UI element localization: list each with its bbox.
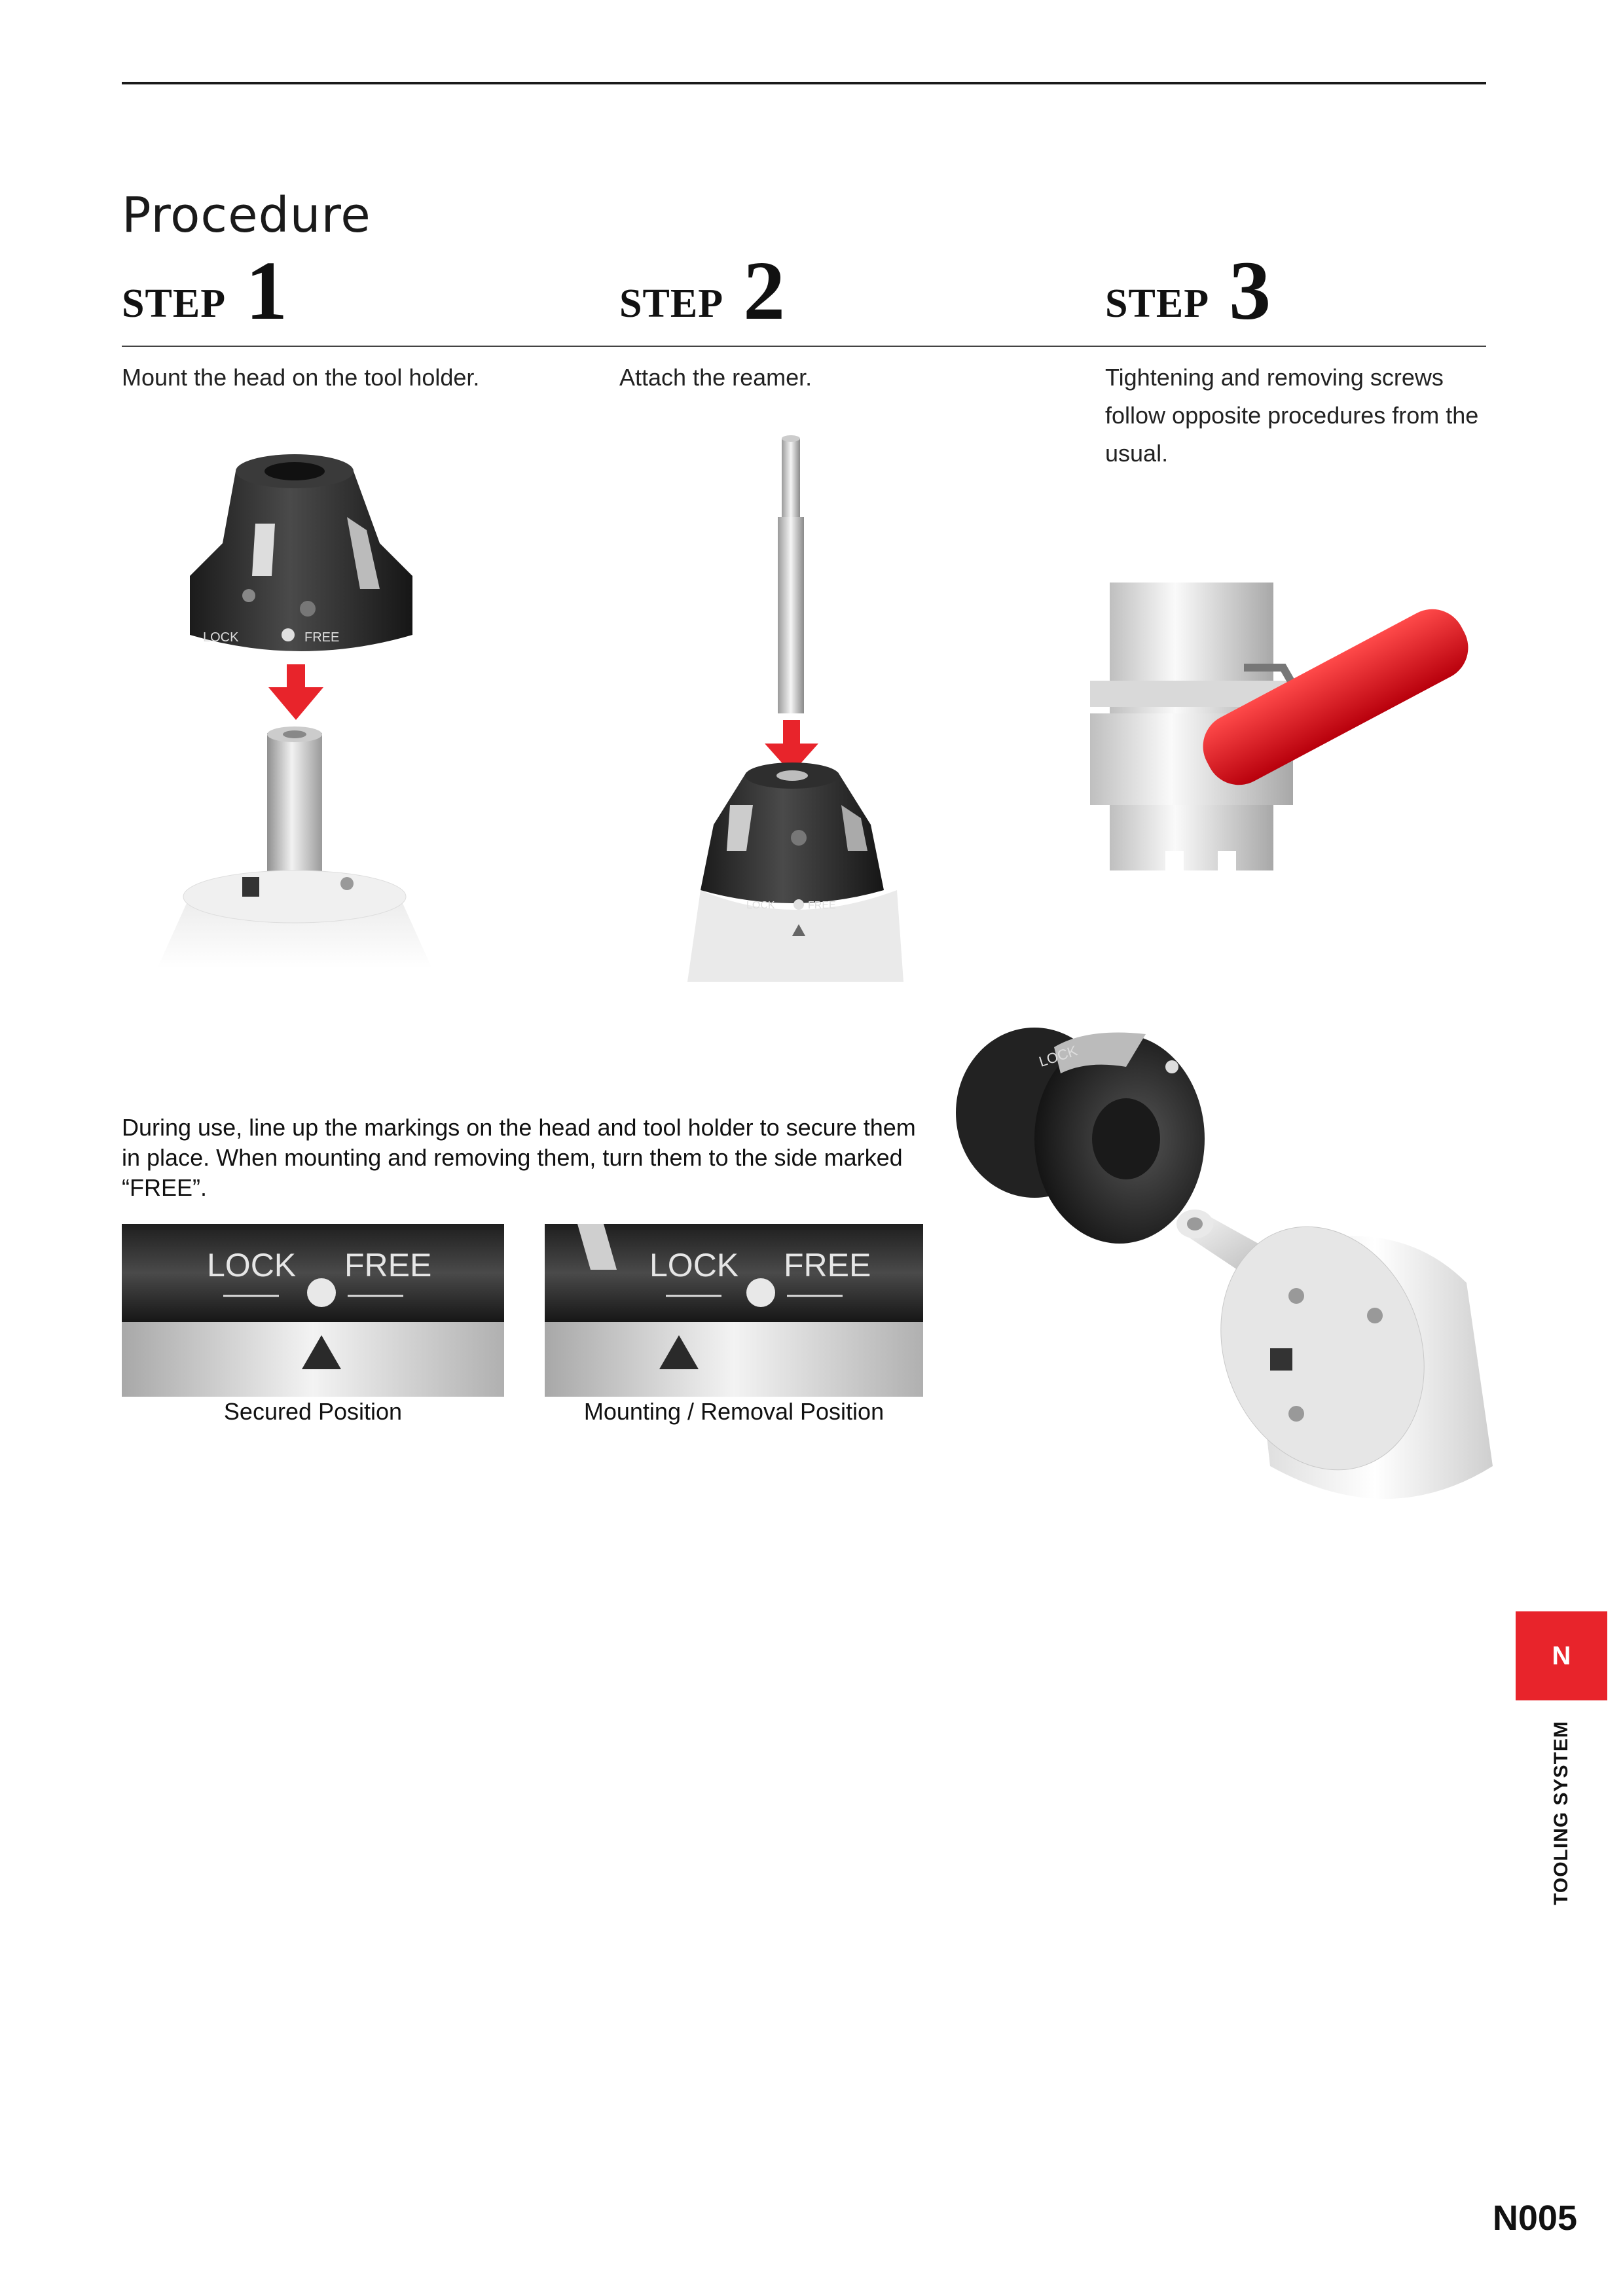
- lock-mark: LOCK: [203, 630, 239, 645]
- step-word: STEP: [1105, 281, 1210, 326]
- down-arrow-icon: [268, 664, 323, 720]
- lock-mark: LOCK: [746, 900, 775, 911]
- step-word: STEP: [619, 281, 724, 326]
- tool-holder: [157, 726, 432, 969]
- step-1-heading: [122, 244, 288, 337]
- step-number: 2: [743, 244, 786, 337]
- secured-position-caption: Secured Position: [223, 1398, 403, 1425]
- step-rule: [122, 346, 1486, 347]
- step-number: 3: [1229, 244, 1271, 337]
- free-mark: FREE: [784, 1247, 871, 1283]
- mounting-removal-caption: Mounting / Removal Position: [583, 1398, 884, 1425]
- step-number: 1: [246, 244, 288, 337]
- cutter-head: [190, 454, 412, 651]
- description-line: usual.: [1105, 440, 1169, 467]
- lock-mark: LOCK: [649, 1247, 739, 1283]
- lock-mark: LOCK: [1036, 1042, 1080, 1070]
- reamer: [778, 435, 804, 713]
- step-1-illustration: [157, 445, 445, 969]
- paragraph-line: in place. When mounting and removing them, turn them to the side marked: [122, 1144, 903, 1171]
- paragraph-line: “FREE”.: [122, 1174, 207, 1201]
- cutter-head: [956, 1028, 1205, 1244]
- step-2-illustration: [668, 432, 930, 982]
- free-mark: FREE: [304, 630, 340, 645]
- step-word: STEP: [122, 281, 227, 326]
- page-title: Procedure: [122, 187, 371, 243]
- section-tab-label: [1542, 1715, 1581, 1911]
- step-3-illustration: [1087, 576, 1493, 890]
- marking-paragraph: [122, 1113, 934, 1203]
- description-line: follow opposite procedures from the: [1105, 402, 1479, 429]
- cutter-head: [687, 762, 903, 982]
- step-2-description: Attach the reamer.: [619, 364, 812, 391]
- free-mark: FREE: [344, 1247, 432, 1283]
- secured-position-panel: [122, 1224, 504, 1397]
- step-3-description: [1105, 359, 1478, 473]
- exploded-view-illustration: [930, 1008, 1493, 1551]
- step-3-heading: [1105, 244, 1271, 337]
- mounting-removal-panel: [545, 1224, 923, 1397]
- lock-mark: LOCK: [207, 1247, 297, 1283]
- top-rule: [122, 82, 1486, 84]
- tool-holder: [1176, 1198, 1493, 1499]
- description-line: Tightening and removing screws: [1105, 364, 1444, 391]
- page-number: N005: [1492, 2198, 1577, 2238]
- step-1-description: Mount the head on the tool holder.: [122, 364, 480, 391]
- section-tab-text: TOOLING SYSTEM: [1550, 1721, 1572, 1905]
- step-2-heading: [619, 244, 786, 337]
- free-mark: FREE: [808, 900, 836, 911]
- section-tab: N: [1516, 1611, 1607, 1700]
- paragraph-line: During use, line up the markings on the head and tool holder to secure them: [122, 1114, 916, 1141]
